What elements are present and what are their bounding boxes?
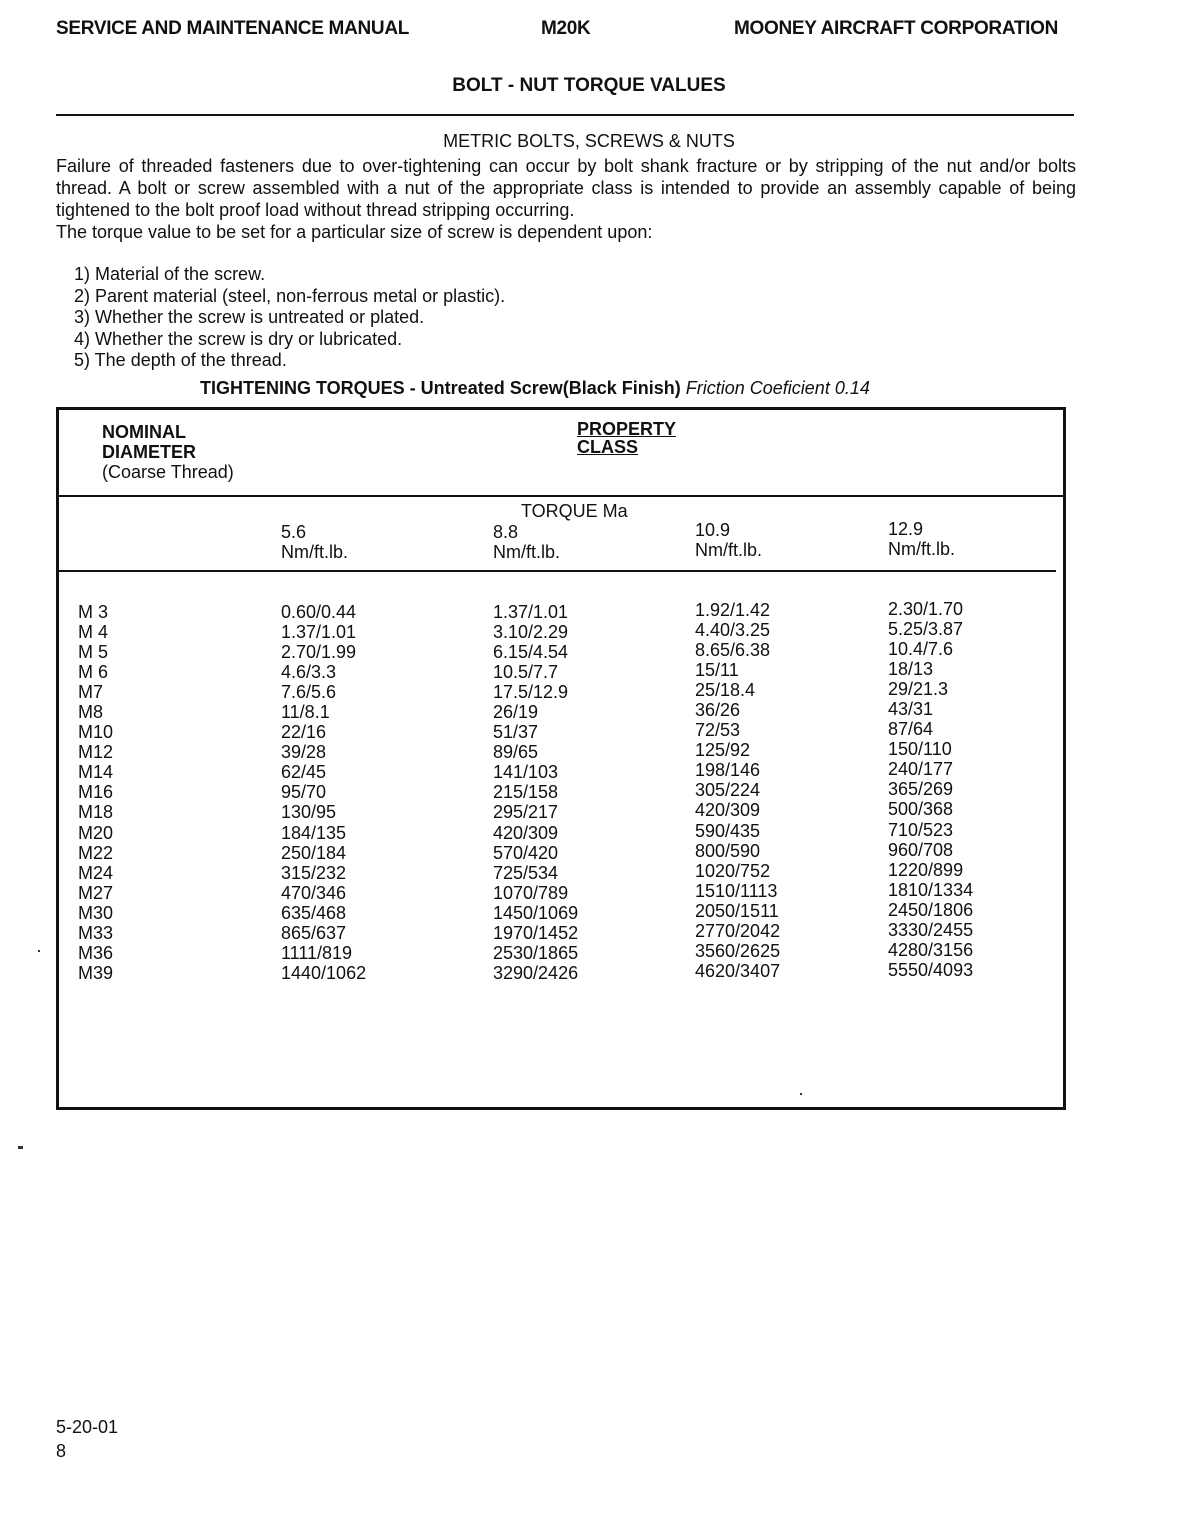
nominal-header-line1: NOMINAL — [102, 422, 186, 442]
table-cell: 1450/1069 — [493, 902, 579, 923]
page-title: BOLT - NUT TORQUE VALUES — [452, 75, 726, 96]
table-cell: 295/217 — [493, 802, 559, 823]
property-header-line1: PROPERTY — [577, 419, 677, 439]
class-5-6-column — [281, 602, 366, 983]
table-cell: 4280/3156 — [888, 939, 974, 960]
table-cell: 725/534 — [493, 862, 559, 883]
table-cell: 215/158 — [493, 782, 559, 803]
table-cell: M 3 — [78, 602, 109, 622]
table-cell: 635/468 — [281, 902, 347, 923]
scan-mark — [38, 950, 40, 952]
intro-text — [56, 155, 1076, 243]
table-cell: 26/19 — [493, 702, 539, 723]
table-cell: 10.5/7.7 — [493, 662, 559, 683]
class-header: 12.9 — [888, 519, 924, 539]
table-cell: M12 — [78, 742, 114, 763]
class-10-9-column — [695, 600, 780, 981]
table-cell: 4.40/3.25 — [695, 620, 771, 641]
table-cell: 1510/1113 — [695, 880, 778, 901]
table-cell: 365/269 — [888, 779, 954, 800]
table-cell: 1440/1062 — [281, 962, 367, 983]
table-cell: M 5 — [78, 642, 109, 663]
manual-title: SERVICE AND MAINTENANCE MANUAL — [56, 18, 410, 39]
table-cell: 29/21.3 — [888, 679, 949, 700]
table-cell: 240/177 — [888, 759, 954, 780]
table-cell: 150/110 — [888, 739, 952, 760]
table-cell: M24 — [78, 862, 114, 883]
table-cell: M10 — [78, 722, 114, 743]
class-unit: Nm/ft.lb. — [695, 540, 763, 560]
table-cell: 315/232 — [281, 862, 347, 883]
table-cell: 420/309 — [695, 800, 761, 821]
table-cell: 865/637 — [281, 922, 347, 943]
table-cell: 305/224 — [695, 780, 761, 801]
class-8-8-column — [493, 602, 578, 983]
factor-list — [74, 264, 505, 372]
table-cell: 130/95 — [281, 802, 337, 823]
list-item: 4) Whether the screw is dry or lubricated. — [74, 328, 403, 349]
table-cell: M36 — [78, 942, 114, 963]
table-cell: M 4 — [78, 622, 109, 643]
table-cell: 22/16 — [281, 722, 327, 743]
table-cell: 0.60/0.44 — [281, 602, 357, 622]
class-header: 5.6 — [281, 522, 307, 542]
table-cell: 5550/4093 — [888, 959, 974, 980]
table-cell: M14 — [78, 762, 114, 783]
table-cell: 1070/789 — [493, 882, 569, 903]
table-cell: 3330/2455 — [888, 919, 974, 940]
table-cell: 18/13 — [888, 659, 934, 680]
table-cell: M20 — [78, 822, 114, 843]
table-cell: M22 — [78, 842, 114, 863]
header-divider — [56, 114, 1074, 116]
class-header: 10.9 — [695, 520, 731, 540]
table-cell: M16 — [78, 782, 114, 803]
size-column — [78, 602, 113, 983]
table-cell: 7.6/5.6 — [281, 682, 337, 703]
table-cell: 1810/1334 — [888, 879, 974, 900]
table-cell: 72/53 — [695, 720, 741, 741]
table-cell: 125/92 — [695, 740, 751, 761]
list-item: 3) Whether the screw is untreated or plated. — [74, 307, 425, 327]
table-cell: 5.25/3.87 — [888, 619, 964, 640]
table-cell: 2.30/1.70 — [888, 599, 964, 619]
table-cell: 89/65 — [493, 742, 539, 763]
intro-paragraph-1: Failure of threaded fasteners due to over-tightening can occur by bolt shank fracture or by stripping of the nut and/or bolts thread. A bolt or screw assembled with a nut of the appropriate class is intended to provide an assembly capable of being tightened to the bolt proof load without thread stripping occurring. — [56, 156, 1076, 220]
table-cell: 141/103 — [493, 762, 559, 783]
list-item: 5) The depth of the thread. — [74, 350, 287, 370]
caption-bold: TIGHTENING TORQUES — [200, 378, 405, 398]
model-label: M20K — [541, 18, 591, 39]
table-divider-top — [58, 495, 1066, 497]
table-cell: 500/368 — [888, 799, 954, 820]
table-cell: 960/708 — [888, 839, 954, 860]
table-cell: 470/346 — [281, 882, 347, 903]
class-unit: Nm/ft.lb. — [888, 539, 956, 559]
class-unit: Nm/ft.lb. — [281, 542, 349, 562]
list-item: 1) Material of the screw. — [74, 264, 266, 284]
table-cell: 43/31 — [888, 699, 934, 720]
page-number: 8 — [56, 1441, 67, 1461]
table-cell: 184/135 — [281, 822, 347, 843]
nominal-header-line3: (Coarse Thread) — [102, 462, 234, 482]
table-cell: 2450/1806 — [888, 899, 974, 920]
table-cell: 39/28 — [281, 742, 327, 763]
class-header: 8.8 — [493, 522, 519, 542]
table-cell: 51/37 — [493, 722, 539, 743]
scan-mark — [800, 1093, 802, 1095]
table-cell: 710/523 — [888, 819, 954, 840]
intro-paragraph-2: The torque value to be set for a particular size of screw is dependent upon: — [56, 222, 653, 242]
property-header-line2: CLASS — [577, 437, 639, 457]
table-cell: M7 — [78, 682, 104, 703]
table-cell: 2.70/1.99 — [281, 642, 357, 663]
company-name: MOONEY AIRCRAFT CORPORATION — [734, 18, 1059, 39]
table-cell: M27 — [78, 882, 114, 903]
table-cell: 800/590 — [695, 840, 761, 861]
table-cell: 250/184 — [281, 842, 347, 863]
table-cell: 1.37/1.01 — [281, 622, 357, 643]
table-cell: 36/26 — [695, 700, 741, 721]
table-cell: 1.92/1.42 — [695, 600, 771, 620]
table-cell: 1020/752 — [695, 860, 771, 881]
table-caption — [200, 378, 870, 399]
scan-mark — [18, 1146, 23, 1149]
table-divider-header — [58, 570, 1056, 572]
table-cell: M18 — [78, 802, 114, 823]
table-cell: 11/8.1 — [281, 702, 330, 723]
table-cell: 198/146 — [695, 760, 761, 781]
table-cell: 420/309 — [493, 822, 559, 843]
table-cell: 3290/2426 — [493, 962, 579, 983]
table-cell: 17.5/12.9 — [493, 682, 569, 703]
table-cell: 2050/1511 — [695, 900, 779, 921]
caption-rest: - Untreated Screw(Black Finish) — [404, 378, 686, 398]
table-cell: 3560/2625 — [695, 940, 781, 961]
table-cell: 2770/2042 — [695, 920, 781, 941]
class-12-9-column — [888, 599, 973, 980]
table-cell: 87/64 — [888, 719, 934, 740]
table-cell: M39 — [78, 962, 114, 983]
table-cell: M 6 — [78, 662, 109, 683]
table-cell: 1111/819 — [281, 942, 353, 963]
table-cell: 590/435 — [695, 820, 761, 841]
nominal-header-line2: DIAMETER — [102, 442, 196, 462]
table-cell: 1220/899 — [888, 859, 964, 880]
table-cell: M33 — [78, 922, 114, 943]
revision-date: 5-20-01 — [56, 1417, 119, 1437]
table-cell: 1970/1452 — [493, 922, 579, 943]
caption-friction: Friction Coeficient 0.14 — [685, 378, 870, 398]
table-cell: 95/70 — [281, 782, 327, 803]
table-cell: 6.15/4.54 — [493, 642, 569, 663]
section-subtitle: METRIC BOLTS, SCREWS & NUTS — [443, 131, 735, 151]
torque-header: TORQUE Ma — [521, 501, 628, 521]
class-unit: Nm/ft.lb. — [493, 542, 561, 562]
table-cell: 4.6/3.3 — [281, 662, 337, 683]
table-cell: 8.65/6.38 — [695, 640, 771, 661]
table-cell: M8 — [78, 702, 104, 723]
table-cell: 570/420 — [493, 842, 559, 863]
table-cell: 10.4/7.6 — [888, 639, 954, 660]
table-cell: 2530/1865 — [493, 942, 579, 963]
table-cell: 4620/3407 — [695, 960, 781, 981]
table-cell: 1.37/1.01 — [493, 602, 569, 622]
table-cell: 15/11 — [695, 660, 739, 681]
list-item: 2) Parent material (steel, non-ferrous metal or plastic). — [74, 285, 506, 306]
table-cell: 25/18.4 — [695, 680, 756, 701]
table-cell: M30 — [78, 902, 114, 923]
table-cell: 62/45 — [281, 762, 327, 783]
table-cell: 3.10/2.29 — [493, 622, 569, 643]
